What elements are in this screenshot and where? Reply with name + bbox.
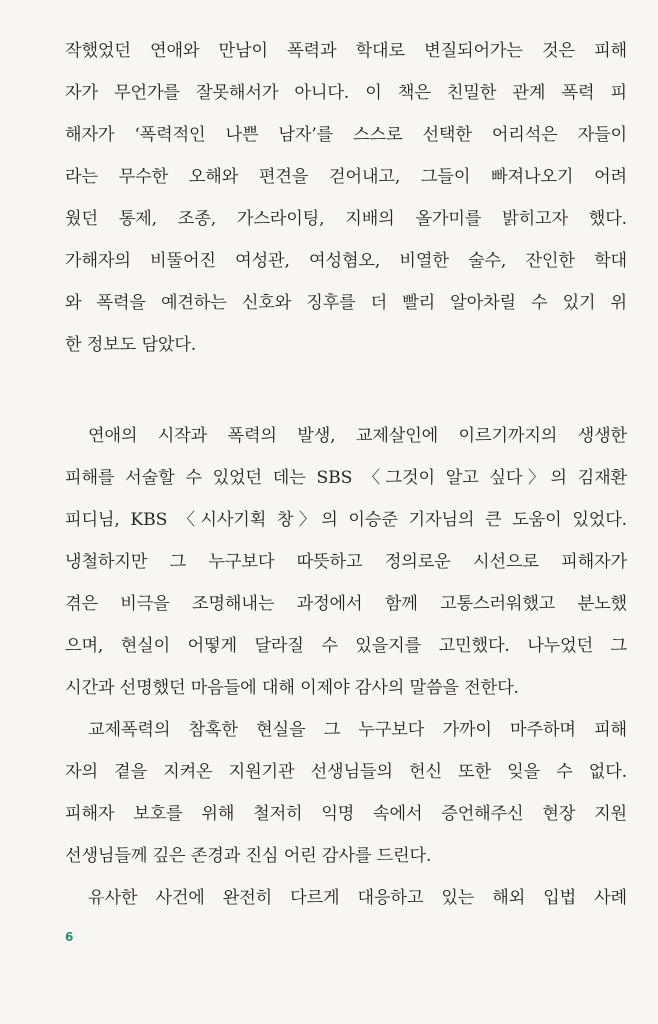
text-line: 해자가 ‘폭력적인 나쁜 남자’를 스스로 선택한 어리석은 자들이 [65, 125, 627, 145]
text-line: 시간과 선명했던 마음들에 대해 이제야 감사의 말씀을 전한다. [65, 678, 519, 698]
text-line: 유사한 사건에 완전히 다르게 대응하고 있는 해외 입법 사례 [88, 888, 627, 908]
text-line: 으며, 현실이 어떻게 달라질 수 있을지를 고민했다. 나누었던 그 [65, 636, 627, 656]
text-line: 라는 무수한 오해와 편견을 걷어내고, 그들이 빠져나오기 어려 [65, 167, 627, 187]
paragraph-3 [65, 709, 627, 877]
text-line: 자가 무언가를 잘못해서가 아니다. 이 책은 친밀한 관계 폭력 피 [65, 83, 627, 103]
paragraph-1 [65, 30, 627, 366]
text-line: 교제폭력의 참혹한 현실을 그 누구보다 가까이 마주하며 피해 [88, 720, 627, 740]
page-number: 6 [65, 930, 74, 944]
text-line: 와 폭력을 예견하는 신호와 징후를 더 빨리 알아차릴 수 있기 위 [65, 293, 627, 313]
text-line: 가해자의 비뚤어진 여성관, 여성혐오, 비열한 술수, 잔인한 학대 [65, 251, 627, 271]
text-line: 피해자 보호를 위해 철저히 익명 속에서 증언해주신 현장 지원 [65, 804, 627, 824]
text-line: 피해를 서술할 수 있었던 데는 SBS 〈그것이 알고 싶다〉의 김재환 [65, 468, 627, 488]
paragraph-2 [65, 415, 627, 709]
text-line: 냉철하지만 그 누구보다 따뜻하고 정의로운 시선으로 피해자가 [65, 552, 627, 572]
text-line: 피디님, KBS 〈시사기획 창〉의 이승준 기자님의 큰 도움이 있었다. [65, 510, 627, 530]
text-line: 자의 곁을 지켜온 지원기관 선생님들의 헌신 또한 잊을 수 없다. [65, 762, 627, 782]
text-line: 작했었던 연애와 만남이 폭력과 학대로 변질되어가는 것은 피해 [65, 41, 627, 61]
text-line: 선생님들께 깊은 존경과 진심 어린 감사를 드린다. [65, 846, 432, 866]
text-line: 웠던 통제, 조종, 가스라이팅, 지배의 올가미를 밝히고자 했다. [65, 209, 627, 229]
text-line: 연애의 시작과 폭력의 발생, 교제살인에 이르기까지의 생생한 [88, 426, 627, 446]
paragraph-4 [65, 877, 627, 919]
text-line: 겪은 비극을 조명해내는 과정에서 함께 고통스러워했고 분노했 [65, 594, 627, 614]
text-line: 한 정보도 담았다. [65, 335, 197, 355]
